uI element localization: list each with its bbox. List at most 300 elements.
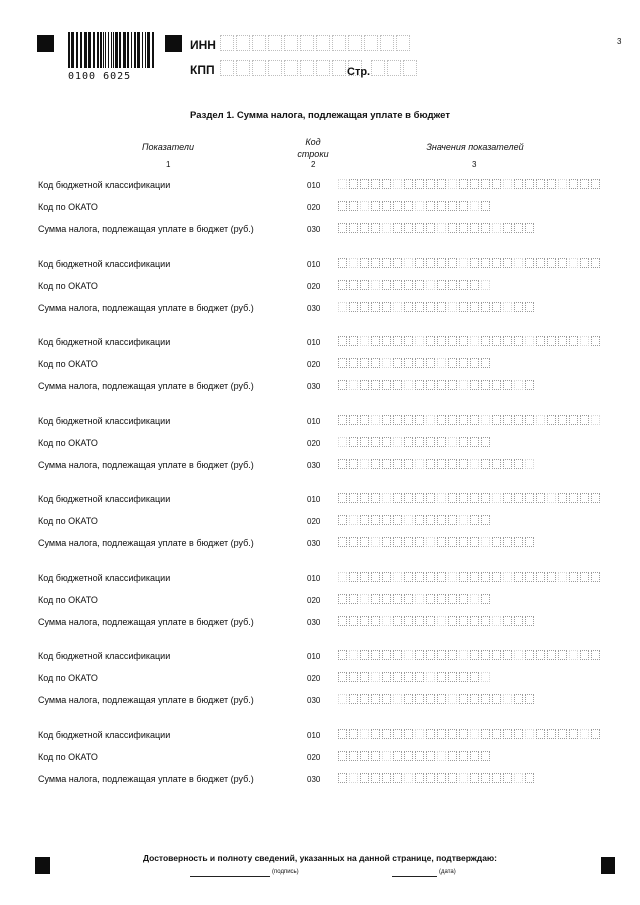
- value-cell: [426, 493, 435, 503]
- value-cell: [580, 415, 589, 425]
- value-field[interactable]: [338, 257, 608, 269]
- value-cell: [437, 729, 446, 739]
- value-cell: [503, 650, 512, 660]
- column-head-code: Код строки: [297, 137, 329, 159]
- value-cell: [481, 672, 490, 682]
- value-cell: [481, 380, 490, 390]
- value-cell: [525, 650, 534, 660]
- value-cell: [360, 672, 369, 682]
- value-cell: [525, 258, 534, 268]
- value-cell: [349, 459, 358, 469]
- row-label: Код бюджетной классификации: [38, 259, 171, 269]
- value-field[interactable]: [338, 492, 608, 504]
- value-cell: [371, 537, 380, 547]
- value-cell: [393, 179, 402, 189]
- value-cell: [404, 773, 413, 783]
- value-cell: [448, 650, 457, 660]
- value-cell: [426, 258, 435, 268]
- value-cell: [591, 493, 600, 503]
- value-cell: [558, 179, 567, 189]
- value-cell: [514, 258, 523, 268]
- value-cell: [459, 437, 468, 447]
- value-cell: [459, 694, 468, 704]
- row-code: 020: [307, 596, 321, 605]
- value-cell: [338, 616, 347, 626]
- value-field[interactable]: [338, 514, 608, 526]
- value-cell: [404, 672, 413, 682]
- value-cell: [514, 572, 523, 582]
- value-cell: [514, 650, 523, 660]
- value-cell: [547, 572, 556, 582]
- value-cell: [459, 616, 468, 626]
- value-cell: [382, 380, 391, 390]
- value-cell: [448, 616, 457, 626]
- inn-cells[interactable]: [220, 35, 410, 51]
- value-field[interactable]: [338, 693, 608, 705]
- value-cell: [360, 258, 369, 268]
- value-cell: [503, 336, 512, 346]
- barcode-bar: [113, 32, 114, 68]
- value-cell: [580, 650, 589, 660]
- value-cell: [338, 358, 347, 368]
- value-cell: [437, 223, 446, 233]
- value-cell: [569, 650, 578, 660]
- value-cell: [580, 258, 589, 268]
- value-field[interactable]: [338, 671, 608, 683]
- barcode-bar: [123, 32, 126, 68]
- value-cell: [503, 773, 512, 783]
- char-cell: [380, 35, 394, 51]
- value-cell: [338, 537, 347, 547]
- char-cell: [252, 35, 266, 51]
- barcode-bar: [152, 32, 154, 68]
- row-label: Сумма налога, подлежащая уплате в бюджет (руб.): [38, 774, 254, 784]
- value-cell: [459, 572, 468, 582]
- value-cell: [470, 358, 479, 368]
- value-cell: [547, 258, 556, 268]
- value-cell: [558, 729, 567, 739]
- value-cell: [426, 672, 435, 682]
- value-cell: [426, 616, 435, 626]
- value-cell: [591, 336, 600, 346]
- value-cell: [492, 773, 501, 783]
- value-cell: [481, 459, 490, 469]
- value-cell: [393, 616, 402, 626]
- row-label: Сумма налога, подлежащая уплате в бюджет (руб.): [38, 538, 254, 548]
- row-label: Код по ОКАТО: [38, 281, 98, 291]
- value-cell: [547, 179, 556, 189]
- value-cell: [393, 515, 402, 525]
- value-cell: [393, 302, 402, 312]
- value-cell: [470, 223, 479, 233]
- row-label: Код бюджетной классификации: [38, 180, 171, 190]
- value-cell: [503, 380, 512, 390]
- value-cell: [371, 493, 380, 503]
- value-cell: [437, 537, 446, 547]
- value-field[interactable]: [338, 335, 608, 347]
- value-cell: [514, 729, 523, 739]
- barcode-bar: [105, 32, 106, 68]
- value-cell: [349, 537, 358, 547]
- value-cell: [481, 650, 490, 660]
- value-cell: [547, 415, 556, 425]
- column-number-1: 1: [166, 160, 171, 169]
- value-cell: [591, 572, 600, 582]
- value-cell: [503, 258, 512, 268]
- value-cell: [503, 179, 512, 189]
- value-cell: [338, 729, 347, 739]
- value-cell: [481, 358, 490, 368]
- value-cell: [470, 537, 479, 547]
- row-code: 020: [307, 360, 321, 369]
- value-field[interactable]: [338, 200, 608, 212]
- char-cell: [300, 35, 314, 51]
- value-field[interactable]: [338, 536, 608, 548]
- value-cell: [470, 594, 479, 604]
- value-cell: [470, 380, 479, 390]
- value-cell: [371, 358, 380, 368]
- char-cell: [268, 35, 282, 51]
- char-cell: [252, 60, 266, 76]
- value-field[interactable]: [338, 571, 608, 583]
- value-cell: [503, 493, 512, 503]
- value-cell: [338, 437, 347, 447]
- value-cell: [393, 437, 402, 447]
- row-code: 010: [307, 495, 321, 504]
- value-cell: [349, 572, 358, 582]
- value-cell: [448, 459, 457, 469]
- row-code: 030: [307, 382, 321, 391]
- value-cell: [503, 537, 512, 547]
- value-cell: [338, 223, 347, 233]
- value-cell: [415, 223, 424, 233]
- value-field[interactable]: [338, 593, 608, 605]
- value-cell: [470, 650, 479, 660]
- value-cell: [415, 672, 424, 682]
- inn-label: ИНН: [190, 38, 216, 52]
- value-cell: [448, 179, 457, 189]
- value-cell: [470, 751, 479, 761]
- value-cell: [514, 616, 523, 626]
- value-field[interactable]: [338, 301, 608, 313]
- value-cell: [371, 223, 380, 233]
- value-field[interactable]: [338, 728, 608, 740]
- value-cell: [448, 751, 457, 761]
- row-label: Сумма налога, подлежащая уплате в бюджет (руб.): [38, 617, 254, 627]
- value-cell: [437, 358, 446, 368]
- value-cell: [481, 179, 490, 189]
- value-cell: [371, 459, 380, 469]
- value-cell: [415, 415, 424, 425]
- value-field[interactable]: [338, 436, 608, 448]
- value-cell: [448, 302, 457, 312]
- value-cell: [492, 336, 501, 346]
- value-cell: [569, 258, 578, 268]
- value-cell: [404, 694, 413, 704]
- column-number-2: 2: [311, 160, 316, 169]
- value-cell: [426, 380, 435, 390]
- value-field[interactable]: [338, 750, 608, 762]
- value-cell: [525, 493, 534, 503]
- value-cell: [437, 179, 446, 189]
- barcode-bar: [84, 32, 87, 68]
- value-cell: [415, 493, 424, 503]
- char-cell: [316, 35, 330, 51]
- value-cell: [437, 594, 446, 604]
- value-cell: [404, 258, 413, 268]
- value-cell: [470, 258, 479, 268]
- value-cell: [503, 572, 512, 582]
- value-cell: [514, 302, 523, 312]
- value-cell: [448, 336, 457, 346]
- value-cell: [349, 380, 358, 390]
- barcode-bars: [68, 32, 154, 68]
- value-cell: [404, 515, 413, 525]
- value-cell: [470, 437, 479, 447]
- value-cell: [393, 380, 402, 390]
- value-cell: [393, 694, 402, 704]
- row-label: Код бюджетной классификации: [38, 494, 171, 504]
- value-cell: [426, 572, 435, 582]
- row-label: Код по ОКАТО: [38, 673, 98, 683]
- row-code: 010: [307, 574, 321, 583]
- value-cell: [404, 537, 413, 547]
- value-cell: [382, 572, 391, 582]
- date-line[interactable]: [392, 876, 437, 877]
- value-cell: [393, 280, 402, 290]
- kpp-cells[interactable]: [220, 60, 362, 76]
- value-field[interactable]: [338, 772, 608, 784]
- value-cell: [459, 302, 468, 312]
- value-cell: [393, 201, 402, 211]
- row-code: 010: [307, 260, 321, 269]
- value-cell: [338, 201, 347, 211]
- value-cell: [470, 336, 479, 346]
- value-cell: [360, 515, 369, 525]
- value-cell: [360, 493, 369, 503]
- value-cell: [382, 201, 391, 211]
- value-cell: [338, 594, 347, 604]
- value-cell: [415, 358, 424, 368]
- value-cell: [459, 493, 468, 503]
- value-cell: [415, 650, 424, 660]
- row-label: Код по ОКАТО: [38, 438, 98, 448]
- value-cell: [415, 437, 424, 447]
- value-cell: [503, 616, 512, 626]
- value-cell: [470, 459, 479, 469]
- value-cell: [481, 201, 490, 211]
- signature-line[interactable]: [190, 876, 270, 877]
- value-field[interactable]: [338, 649, 608, 661]
- value-cell: [569, 493, 578, 503]
- value-cell: [404, 280, 413, 290]
- value-cell: [349, 616, 358, 626]
- value-cell: [448, 672, 457, 682]
- value-cell: [382, 258, 391, 268]
- value-cell: [481, 729, 490, 739]
- value-cell: [459, 751, 468, 761]
- char-cell: [268, 60, 282, 76]
- value-cell: [382, 537, 391, 547]
- value-cell: [382, 459, 391, 469]
- value-cell: [349, 336, 358, 346]
- value-cell: [536, 179, 545, 189]
- barcode-bar: [71, 32, 74, 68]
- date-label: (дата): [439, 869, 456, 875]
- value-cell: [481, 751, 490, 761]
- value-cell: [591, 650, 600, 660]
- value-cell: [371, 179, 380, 189]
- value-cell: [393, 223, 402, 233]
- value-cell: [338, 280, 347, 290]
- value-cell: [591, 729, 600, 739]
- char-cell: [403, 60, 417, 76]
- value-cell: [349, 358, 358, 368]
- value-cell: [360, 537, 369, 547]
- value-field[interactable]: [338, 279, 608, 291]
- value-cell: [415, 694, 424, 704]
- value-cell: [448, 694, 457, 704]
- value-cell: [448, 358, 457, 368]
- value-cell: [536, 729, 545, 739]
- value-cell: [371, 280, 380, 290]
- value-cell: [393, 650, 402, 660]
- row-label: Код по ОКАТО: [38, 595, 98, 605]
- value-cell: [459, 537, 468, 547]
- value-cell: [448, 437, 457, 447]
- row-code: 030: [307, 461, 321, 470]
- value-cell: [426, 729, 435, 739]
- value-cell: [404, 223, 413, 233]
- value-cell: [448, 729, 457, 739]
- value-cell: [393, 672, 402, 682]
- value-cell: [525, 616, 534, 626]
- value-cell: [525, 179, 534, 189]
- value-field[interactable]: [338, 414, 608, 426]
- value-cell: [536, 415, 545, 425]
- row-code: 020: [307, 517, 321, 526]
- value-cell: [360, 280, 369, 290]
- value-cell: [437, 280, 446, 290]
- value-cell: [448, 223, 457, 233]
- value-cell: [360, 572, 369, 582]
- value-cell: [558, 336, 567, 346]
- column-head-values: Значения показателей: [426, 142, 524, 152]
- value-field[interactable]: [338, 357, 608, 369]
- row-label: Сумма налога, подлежащая уплате в бюджет (руб.): [38, 303, 254, 313]
- barcode-bar: [93, 32, 95, 68]
- value-cell: [382, 336, 391, 346]
- value-cell: [525, 223, 534, 233]
- value-cell: [459, 179, 468, 189]
- value-cell: [415, 302, 424, 312]
- barcode-bar: [137, 32, 140, 68]
- barcode-bar: [76, 32, 78, 68]
- value-cell: [481, 515, 490, 525]
- value-cell: [426, 280, 435, 290]
- value-cell: [360, 773, 369, 783]
- value-cell: [415, 515, 424, 525]
- row-code: 030: [307, 304, 321, 313]
- value-cell: [415, 459, 424, 469]
- value-cell: [371, 572, 380, 582]
- value-cell: [426, 515, 435, 525]
- value-cell: [503, 223, 512, 233]
- char-cell: [220, 35, 234, 51]
- value-cell: [481, 336, 490, 346]
- value-cell: [448, 515, 457, 525]
- value-cell: [459, 223, 468, 233]
- value-cell: [371, 515, 380, 525]
- value-cell: [404, 201, 413, 211]
- value-cell: [481, 572, 490, 582]
- value-cell: [437, 459, 446, 469]
- value-cell: [525, 773, 534, 783]
- value-cell: [503, 415, 512, 425]
- value-cell: [338, 459, 347, 469]
- page-number: 3: [617, 37, 622, 46]
- page-cells[interactable]: [371, 60, 417, 76]
- value-cell: [349, 694, 358, 704]
- value-cell: [415, 258, 424, 268]
- barcode-bar: [103, 32, 104, 68]
- value-cell: [481, 594, 490, 604]
- value-cell: [470, 694, 479, 704]
- value-cell: [360, 729, 369, 739]
- value-cell: [415, 773, 424, 783]
- value-cell: [360, 616, 369, 626]
- value-cell: [492, 302, 501, 312]
- value-cell: [514, 459, 523, 469]
- value-cell: [415, 751, 424, 761]
- value-cell: [481, 415, 490, 425]
- value-cell: [349, 515, 358, 525]
- barcode-bar: [108, 32, 109, 68]
- value-cell: [426, 358, 435, 368]
- value-cell: [404, 302, 413, 312]
- value-cell: [558, 258, 567, 268]
- value-cell: [536, 572, 545, 582]
- char-cell: [348, 35, 362, 51]
- value-field[interactable]: [338, 458, 608, 470]
- row-code: 030: [307, 696, 321, 705]
- row-code: 020: [307, 753, 321, 762]
- value-field[interactable]: [338, 222, 608, 234]
- value-cell: [338, 302, 347, 312]
- value-cell: [470, 773, 479, 783]
- value-cell: [382, 594, 391, 604]
- value-cell: [393, 729, 402, 739]
- value-cell: [360, 201, 369, 211]
- value-field[interactable]: [338, 178, 608, 190]
- value-cell: [338, 179, 347, 189]
- value-field[interactable]: [338, 615, 608, 627]
- value-cell: [426, 650, 435, 660]
- value-cell: [448, 537, 457, 547]
- value-cell: [536, 336, 545, 346]
- value-cell: [393, 493, 402, 503]
- value-cell: [382, 280, 391, 290]
- value-cell: [349, 493, 358, 503]
- value-cell: [492, 258, 501, 268]
- kpp-label: КПП: [190, 63, 215, 77]
- value-cell: [426, 302, 435, 312]
- barcode-number: 0100 6025: [68, 71, 132, 82]
- value-cell: [437, 415, 446, 425]
- value-cell: [459, 594, 468, 604]
- value-field[interactable]: [338, 379, 608, 391]
- value-cell: [415, 537, 424, 547]
